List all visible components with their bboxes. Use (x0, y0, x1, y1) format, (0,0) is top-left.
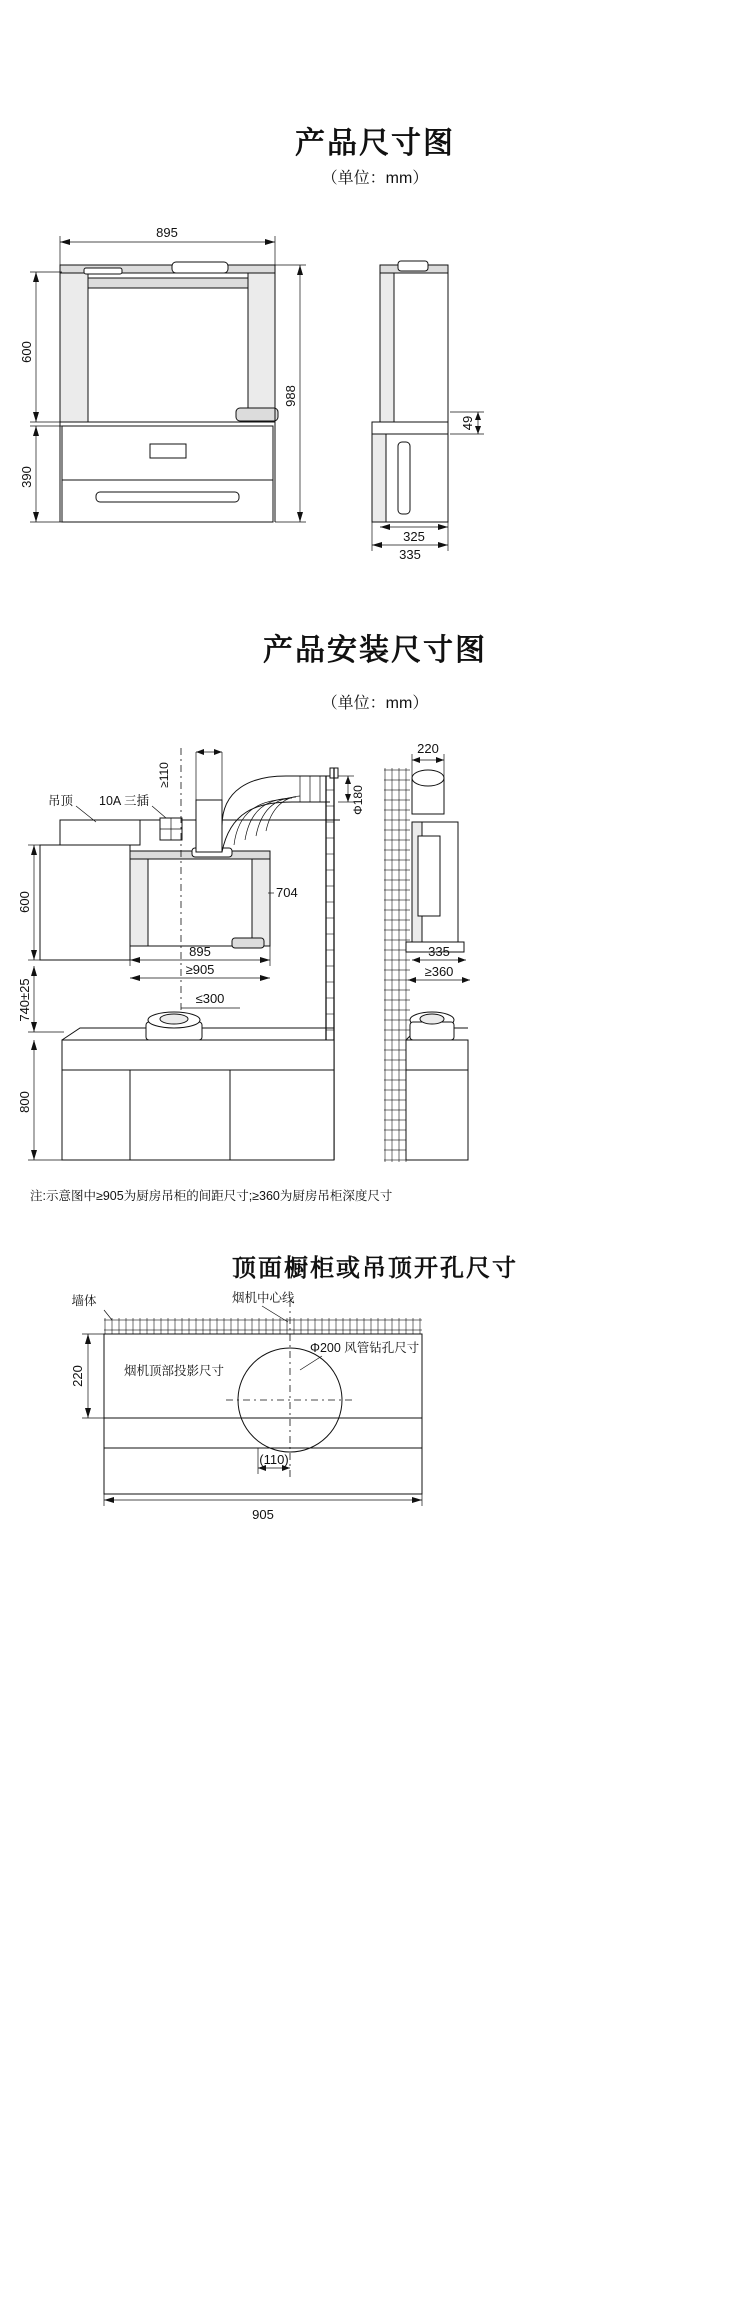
dim-top-depth: 220 (417, 741, 439, 756)
dim-stove-clearance: ≤300 (195, 991, 225, 1006)
dim-duct-clearance: ≥110 (157, 762, 171, 788)
section-subtitle-installation: （单位：mm） (321, 695, 429, 712)
dim-front-lower-height: 390 (19, 466, 34, 488)
dim-opening-width: 905 (252, 1507, 274, 1522)
section-title-dimension: 产品尺寸图 (295, 127, 455, 160)
dim-hood-top-height: 704 (276, 885, 298, 900)
dim-install-height: 740±25 (17, 978, 32, 1022)
section-subtitle-dimension: （单位：mm） (321, 170, 429, 187)
label-ceiling: 吊顶 (48, 794, 74, 808)
dim-duct-diameter: Φ180 (351, 785, 365, 815)
dim-counter-height: 800 (17, 1091, 32, 1113)
section-title-installation: 产品安装尺寸图 (263, 634, 487, 667)
dim-hood-width: 895 (189, 944, 211, 959)
dim-opening-offset: (110) (259, 1452, 289, 1467)
dim-opening-depth: 220 (70, 1365, 85, 1387)
dim-front-width: 895 (156, 225, 178, 240)
dim-side-cabinet-depth: ≥360 (424, 964, 454, 979)
label-socket: 10A 三插 (99, 794, 150, 808)
dim-side-depth-inner: 325 (403, 529, 425, 544)
dim-front-upper-height: 600 (19, 341, 34, 363)
opening-drawing (70, 1290, 422, 1522)
dim-front-total-height: 988 (283, 385, 298, 407)
dim-side-depth-outer: 335 (399, 547, 421, 562)
installation-note: 注:示意图中≥905为厨房吊柜的间距尺寸;≥360为厨房吊柜深度尺寸 (30, 1189, 393, 1203)
label-centerline: 烟机中心线 (232, 1291, 295, 1305)
install-side-view (384, 741, 470, 1162)
dim-side-depth: 335 (428, 944, 450, 959)
section-title-opening: 顶面橱柜或吊顶开孔尺寸 (232, 1255, 518, 1282)
label-projection: 烟机顶部投影尺寸 (124, 1364, 225, 1378)
label-hole: Φ200 风管钻孔尺寸 (310, 1341, 420, 1355)
front-view-hood (60, 262, 278, 522)
dim-cabinet-height: 600 (17, 891, 32, 913)
dim-side-ledge: 49 (460, 415, 475, 431)
side-view-hood (372, 261, 448, 522)
label-wall: 墙体 (71, 1294, 97, 1308)
dim-cabinet-gap: ≥905 (185, 962, 215, 977)
